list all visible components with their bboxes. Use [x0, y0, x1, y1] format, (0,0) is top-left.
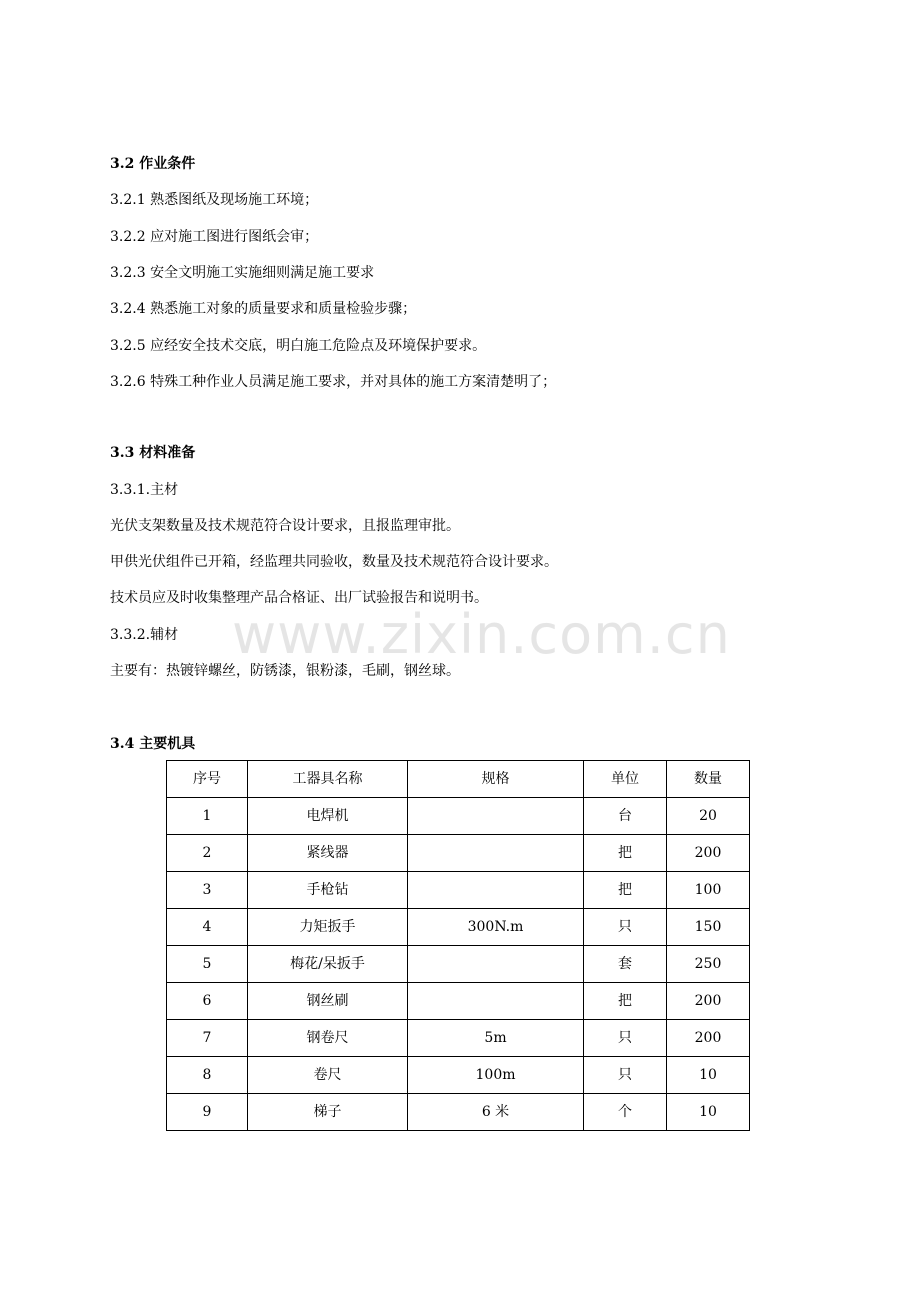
cell-spec	[408, 798, 584, 835]
cell-index: 8	[167, 1057, 248, 1094]
table-row	[167, 1057, 750, 1094]
cell-unit: 把	[584, 983, 667, 1020]
condition-item-4: 3.2.4 熟悉施工对象的质量要求和质量检验步骤；	[110, 301, 417, 317]
table-row	[167, 1094, 750, 1131]
cell-quantity: 150	[667, 909, 750, 946]
condition-item-1: 3.2.1 熟悉图纸及现场施工环境；	[110, 192, 319, 208]
section-3-4-title: 3.4 主要机具	[110, 736, 196, 752]
cell-unit: 把	[584, 872, 667, 909]
cell-unit: 只	[584, 909, 667, 946]
cell-index: 9	[167, 1094, 248, 1131]
main-material-item-1: 光伏支架数量及技术规范符合设计要求，且报监理审批。	[110, 518, 460, 534]
cell-spec	[408, 946, 584, 983]
header-spec: 规格	[408, 761, 584, 798]
cell-quantity: 200	[667, 835, 750, 872]
main-material-item-2: 甲供光伏组件已开箱，经监理共同验收，数量及技术规范符合设计要求。	[110, 554, 558, 570]
cell-unit: 只	[584, 1020, 667, 1057]
header-quantity: 数量	[667, 761, 750, 798]
cell-unit: 只	[584, 1057, 667, 1094]
cell-quantity: 10	[667, 1057, 750, 1094]
section-3-3-title: 3.3 材料准备	[110, 445, 196, 461]
cell-tool-name: 钢卷尺	[248, 1020, 408, 1057]
cell-tool-name: 电焊机	[248, 798, 408, 835]
cell-tool-name: 梯子	[248, 1094, 408, 1131]
cell-unit: 套	[584, 946, 667, 983]
condition-item-5: 3.2.5 应经安全技术交底，明白施工危险点及环境保护要求。	[110, 338, 487, 354]
table-row	[167, 1020, 750, 1057]
cell-index: 7	[167, 1020, 248, 1057]
aux-material-text: 主要有：热镀锌螺丝，防锈漆，银粉漆，毛刷，钢丝球。	[110, 663, 460, 679]
cell-quantity: 200	[667, 983, 750, 1020]
cell-spec: 100m	[408, 1057, 584, 1094]
watermark: www.zixin.com.cn	[232, 603, 731, 666]
condition-item-6: 3.2.6 特殊工种作业人员满足施工要求，并对具体的施工方案清楚明了；	[110, 374, 557, 390]
main-material-label: 3.3.1.主材	[110, 482, 179, 498]
cell-spec	[408, 835, 584, 872]
header-index: 序号	[167, 761, 248, 798]
cell-spec: 6 米	[408, 1094, 584, 1131]
table-row	[167, 983, 750, 1020]
cell-index: 5	[167, 946, 248, 983]
main-material-item-3: 技术员应及时收集整理产品合格证、出厂试验报告和说明书。	[110, 590, 488, 606]
header-unit: 单位	[584, 761, 667, 798]
table-row	[167, 909, 750, 946]
cell-quantity: 250	[667, 946, 750, 983]
aux-material-label: 3.3.2.辅材	[110, 627, 179, 643]
cell-quantity: 100	[667, 872, 750, 909]
cell-index: 1	[167, 798, 248, 835]
condition-item-3: 3.2.3 安全文明施工实施细则满足施工要求	[110, 265, 375, 281]
table-header-row	[167, 761, 750, 798]
cell-quantity: 20	[667, 798, 750, 835]
cell-spec	[408, 872, 584, 909]
cell-quantity: 10	[667, 1094, 750, 1131]
tools-table	[166, 760, 750, 1131]
cell-tool-name: 梅花/呆扳手	[248, 946, 408, 983]
table-row	[167, 798, 750, 835]
condition-item-2: 3.2.2 应对施工图进行图纸会审；	[110, 229, 319, 245]
cell-tool-name: 钢丝刷	[248, 983, 408, 1020]
cell-spec	[408, 983, 584, 1020]
cell-tool-name: 紧线器	[248, 835, 408, 872]
table-row	[167, 872, 750, 909]
cell-tool-name: 手枪钻	[248, 872, 408, 909]
table-row	[167, 946, 750, 983]
cell-index: 3	[167, 872, 248, 909]
cell-index: 2	[167, 835, 248, 872]
table-row	[167, 835, 750, 872]
cell-index: 4	[167, 909, 248, 946]
cell-spec: 300N.m	[408, 909, 584, 946]
section-3-2-title: 3.2 作业条件	[110, 156, 196, 172]
header-tool-name: 工器具名称	[248, 761, 408, 798]
cell-unit: 台	[584, 798, 667, 835]
cell-unit: 个	[584, 1094, 667, 1131]
cell-index: 6	[167, 983, 248, 1020]
cell-tool-name: 卷尺	[248, 1057, 408, 1094]
cell-unit: 把	[584, 835, 667, 872]
cell-tool-name: 力矩扳手	[248, 909, 408, 946]
cell-quantity: 200	[667, 1020, 750, 1057]
cell-spec: 5m	[408, 1020, 584, 1057]
